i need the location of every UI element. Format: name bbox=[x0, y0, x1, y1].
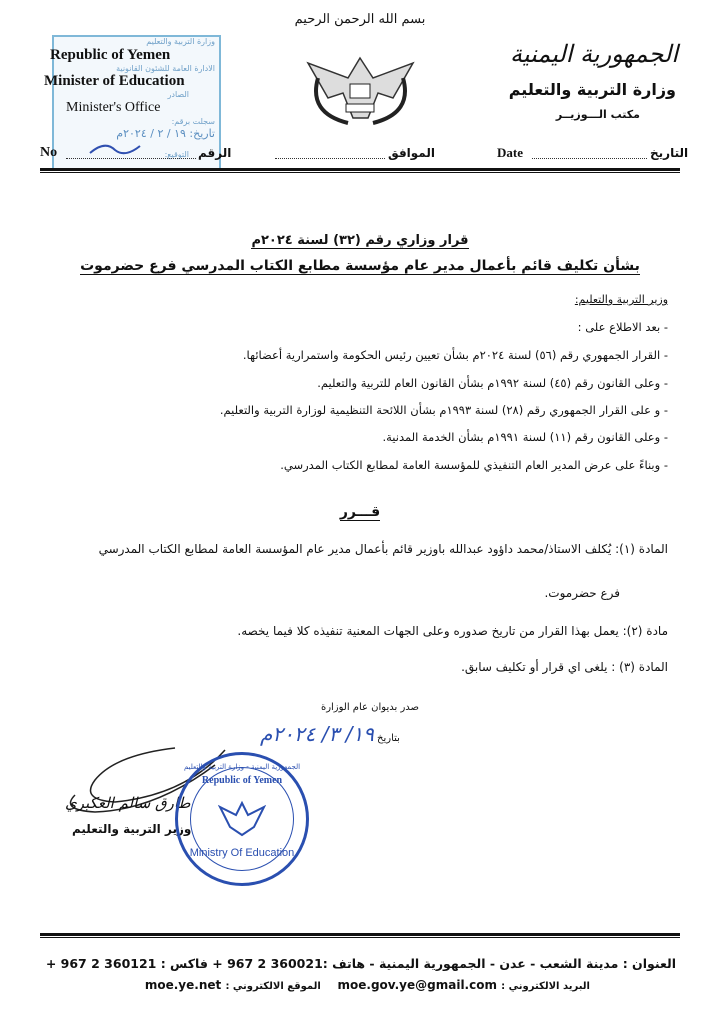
stamp-line: وزارة التربية والتعليم bbox=[146, 37, 215, 46]
decree-title-text: قرار وزاري رقم (٣٢) لسنة ٢٠٢٤م bbox=[251, 233, 469, 248]
website-label: الموقع الالكتروني : bbox=[225, 981, 321, 992]
number-ar-label: الرقم bbox=[198, 146, 232, 160]
preamble-item: - وعلى القانون رقم (١١) لسنة ١٩٩١م بشأن الخدمة المدنية. bbox=[382, 430, 668, 444]
footer-divider-thin bbox=[40, 937, 680, 938]
corresponding-field bbox=[275, 150, 385, 159]
decree-title bbox=[0, 233, 720, 248]
ar-ministry-heading: وزارة التربية والتعليم bbox=[508, 80, 676, 99]
seal-eagle-icon bbox=[218, 799, 266, 839]
stamp-date: تاريخ: ١٩ / ٢ / ٢٠٢٤م bbox=[116, 127, 215, 140]
header-divider-thin bbox=[40, 172, 680, 173]
seal-text-top: Republic of Yemen bbox=[201, 775, 283, 786]
email-link[interactable]: moe.gov.ye@gmail.com bbox=[337, 978, 497, 992]
preamble-item: - وعلى القانون رقم (٤٥) لسنة ١٩٩٢م بشأن القانون العام للتربية والتعليم. bbox=[317, 376, 668, 390]
issued-date-label: بتاريخ bbox=[377, 733, 400, 744]
issued-date: ١٩/ ٣/ ٢٠٢٤م bbox=[260, 722, 374, 746]
footer-divider bbox=[40, 933, 680, 936]
en-office-heading: Minister's Office bbox=[66, 100, 161, 115]
decree-subject-text: بشأن تكليف قائم بأعمال مدير عام مؤسسة مطابع الكتاب المدرسي فرع حضرموت bbox=[80, 258, 640, 274]
footer-address: العنوان : مدينة الشعب - عدن - الجمهورية اليمنية - هاتف :360021 2 967 + فاكس : 360121 2 967 + bbox=[45, 956, 676, 971]
header-divider bbox=[40, 168, 680, 171]
article-1-continued: فرع حضرموت. bbox=[544, 586, 620, 600]
website-link[interactable]: moe.ye.net bbox=[144, 978, 222, 992]
basmala: بسم الله الرحمن الرحيم bbox=[294, 12, 426, 27]
preamble-item: - وبناءً على عرض المدير العام التنفيذي للمؤسسة العامة لمطابع الكتاب المدرسي. bbox=[280, 458, 668, 472]
seal-text-ar: الجمهورية اليمنية - وزارة التربية والتعليم bbox=[183, 763, 301, 771]
handwritten-number-icon bbox=[85, 138, 145, 160]
en-republic-heading: Republic of Yemen bbox=[50, 47, 171, 63]
date-ar-label: التاريخ bbox=[650, 146, 689, 160]
email-label: البريد الالكتروني : bbox=[501, 981, 590, 992]
seal-text-bottom: Ministry Of Education bbox=[189, 847, 295, 859]
preamble-item: - و على القرار الجمهوري رقم (٢٨) لسنة ١٩٩٣م بشأن اللائحة التنظيمية لوزارة التربية والتعليم. bbox=[219, 403, 668, 417]
decides-heading bbox=[0, 504, 720, 520]
stamp-line: الصادر bbox=[167, 90, 189, 99]
stamp-line: التوقيع: bbox=[164, 150, 189, 159]
ar-office-heading: مكتب الـــوزيــر bbox=[555, 108, 640, 121]
ministry-seal bbox=[175, 752, 309, 886]
article-1: المادة (١): يُكلف الاستاذ/محمد داؤود عبدالله باوزير قائم بأعمال مدير عام المؤسسة العامة لمطابع الكتاب المدرسي bbox=[98, 542, 668, 556]
ar-republic-heading: الجمهورية اليمنية bbox=[509, 40, 678, 68]
signatory-name: طارق سالم العكبري bbox=[65, 794, 191, 812]
preamble-item: - بعد الاطلاع على : bbox=[577, 320, 668, 334]
date-en-label: Date bbox=[497, 145, 523, 160]
corresponding-label: الموافق bbox=[388, 146, 435, 160]
stamp-line: سجلت برقم: bbox=[171, 117, 215, 126]
decides-text: قـــرر bbox=[339, 504, 381, 520]
number-en-label: No bbox=[40, 145, 58, 160]
footer-contacts bbox=[145, 978, 590, 992]
decree-subject bbox=[0, 258, 720, 274]
article-3: المادة (٣) : يلغى اي قرار أو تكليف سابق. bbox=[461, 660, 668, 674]
preamble-item: - القرار الجمهوري رقم (٥٦) لسنة ٢٠٢٤م بشأن تعيين رئيس الحكومة واستمرارية أعضائها. bbox=[242, 348, 668, 362]
date-field bbox=[532, 150, 647, 159]
stamp-line: الادارة العامة للشئون القانونية bbox=[116, 64, 215, 73]
yemen-emblem-icon bbox=[298, 48, 423, 128]
article-2: مادة (٢): يعمل بهذا القرار من تاريخ صدوره وعلى الجهات المعنية تنفيذه كلا فيما يخصه. bbox=[237, 624, 668, 638]
en-ministry-heading: Minister of Education bbox=[44, 73, 185, 89]
addressee: وزير التربية والتعليم: bbox=[574, 293, 668, 306]
issued-date-row bbox=[260, 722, 400, 746]
issued-at: صدر بديوان عام الوزارة bbox=[320, 702, 420, 713]
signatory-title: وزير التربية والتعليم bbox=[72, 822, 192, 836]
